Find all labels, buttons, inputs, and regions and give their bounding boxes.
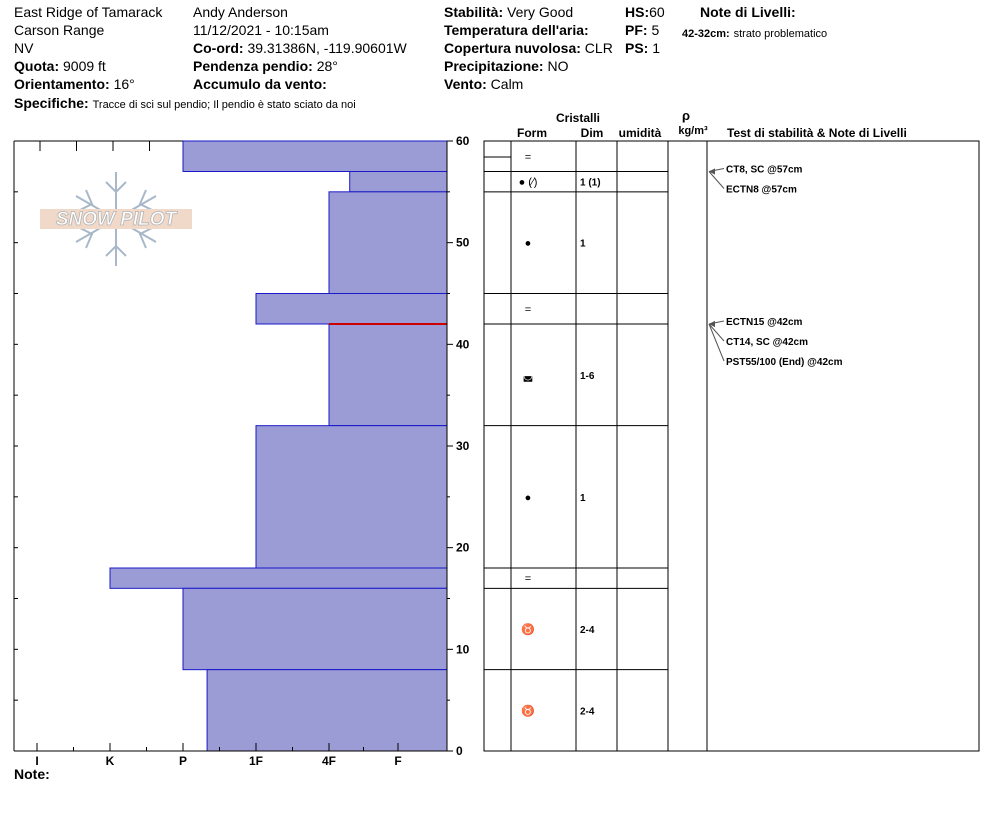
grain-form-4: ◛ — [522, 369, 534, 382]
grain-form-1: ● (⁄) — [518, 176, 538, 189]
stability-test-label: ECTN15 @42cm — [726, 317, 803, 328]
y-tick-label: 10 — [456, 642, 470, 657]
specifics-label: Specifiche: — [14, 95, 89, 111]
y-tick-label: 30 — [456, 439, 470, 453]
grain-size-7: 2-4 — [580, 625, 595, 636]
y-tick-label: 20 — [456, 540, 470, 555]
hardness-bar-2 — [329, 192, 447, 294]
form-header: Form — [517, 126, 547, 140]
grain-form-0: = — [524, 151, 532, 164]
tests-header: Test di stabilità & Note di Livelli — [727, 126, 907, 140]
y-tick-label: 50 — [456, 235, 470, 250]
x-tick-label: F — [394, 754, 402, 768]
table-frame — [484, 141, 979, 751]
density-unit-header: kg/m³ — [678, 125, 708, 137]
elevation-label: Quota: — [14, 58, 60, 74]
aspect-value: 16° — [113, 76, 135, 92]
grain-form-3: = — [524, 303, 532, 316]
ps-label: PS: — [625, 40, 649, 56]
grain-size-1: 1 (1) — [580, 177, 601, 189]
wind-loading-label: Accumulo da vento: — [193, 76, 327, 92]
pf-label: PF: — [625, 22, 648, 38]
hardness-bar-8 — [207, 670, 447, 751]
snowpilot-logo — [40, 172, 192, 266]
grain-form-6: = — [524, 573, 532, 586]
grain-form-2: ● — [524, 237, 532, 250]
grain-form-8: ♉ — [521, 705, 535, 718]
layer-note-text: strato problematico — [733, 28, 828, 40]
y-tick-label: 60 — [456, 134, 470, 148]
arrow-head-icon — [709, 169, 715, 175]
grain-form-5: ● — [524, 491, 532, 504]
grain-form-7: ♉ — [521, 624, 535, 636]
hardness-bar-0 — [183, 141, 447, 172]
x-tick-label: 4F — [321, 754, 337, 768]
slope-value: 28° — [316, 58, 338, 74]
wind-value: Calm — [490, 76, 524, 92]
test-arrow — [709, 324, 724, 341]
wind-label: Vento: — [444, 76, 487, 92]
cloud-label: Copertura nuvolosa: — [444, 40, 581, 56]
range-name: Carson Range — [14, 22, 105, 38]
grain-size-4: 1-6 — [580, 370, 595, 382]
state-name: NV — [14, 40, 34, 56]
observer-name: Andy Anderson — [193, 4, 288, 20]
x-tick-label: P — [178, 754, 188, 768]
coord-label: Co-ord: — [193, 40, 244, 56]
coord-value: 39.31386N, -119.90601W — [247, 40, 407, 56]
hardness-bar-3 — [256, 294, 447, 325]
hs-label: HS: — [625, 4, 650, 20]
grain-size-2: 1 — [580, 238, 586, 250]
elevation-value: 9009 ft — [63, 58, 106, 74]
stability-test-label: PST55/100 (End) @42cm — [726, 357, 843, 368]
stability-test-label: ECTN8 @57cm — [726, 184, 797, 196]
hs-value: 60 — [649, 4, 665, 20]
grain-size-8: 2-4 — [580, 706, 595, 718]
logo-text: SNOW PILOT — [55, 209, 177, 230]
rho-header: ρ — [681, 108, 691, 123]
hardness-bar-6 — [110, 568, 447, 588]
hardness-bar-1 — [350, 172, 447, 192]
note-label: Note: — [14, 766, 50, 782]
stability-value: Very Good — [507, 4, 574, 20]
size-header: Dim — [580, 126, 604, 140]
location-name: East Ridge of Tamarack — [14, 4, 163, 20]
grain-size-5: 1 — [580, 492, 586, 504]
hardness-bar-4 — [329, 324, 447, 426]
stability-label: Stabilità: — [444, 4, 504, 20]
layer-note-range: 42-32cm: — [682, 28, 730, 40]
air-temp-label: Temperatura dell'aria: — [444, 22, 589, 38]
aspect-label: Orientamento: — [14, 76, 110, 92]
crystals-header: Cristalli — [555, 111, 601, 125]
slope-label: Pendenza pendio: — [193, 58, 313, 74]
wetness-header: umidità — [618, 126, 662, 140]
precip-label: Precipitazione: — [444, 58, 544, 74]
stability-test-label: CT14, SC @42cm — [726, 337, 809, 348]
x-tick-label: I — [35, 754, 39, 768]
test-arrow — [709, 172, 724, 189]
y-tick-label: 40 — [456, 337, 470, 352]
layer-notes-label: Note di Livelli: — [700, 4, 796, 20]
precip-value: NO — [547, 58, 569, 74]
y-tick-label: 0 — [456, 744, 463, 758]
x-tick-label: K — [105, 754, 115, 768]
pf-value: 5 — [651, 22, 660, 38]
hardness-bar-5 — [256, 426, 447, 568]
observation-datetime: 11/12/2021 - 10:15am — [193, 22, 329, 38]
stability-test-label: CT8, SC @57cm — [726, 164, 803, 176]
cloud-value: CLR — [584, 40, 613, 56]
specifics-value: Tracce di sci sul pendio; Il pendio è stato sciato da noi — [92, 99, 356, 111]
ps-value: 1 — [652, 40, 661, 56]
test-arrow — [709, 324, 724, 361]
x-tick-label: 1F — [248, 754, 264, 768]
hardness-bar-7 — [183, 588, 447, 669]
